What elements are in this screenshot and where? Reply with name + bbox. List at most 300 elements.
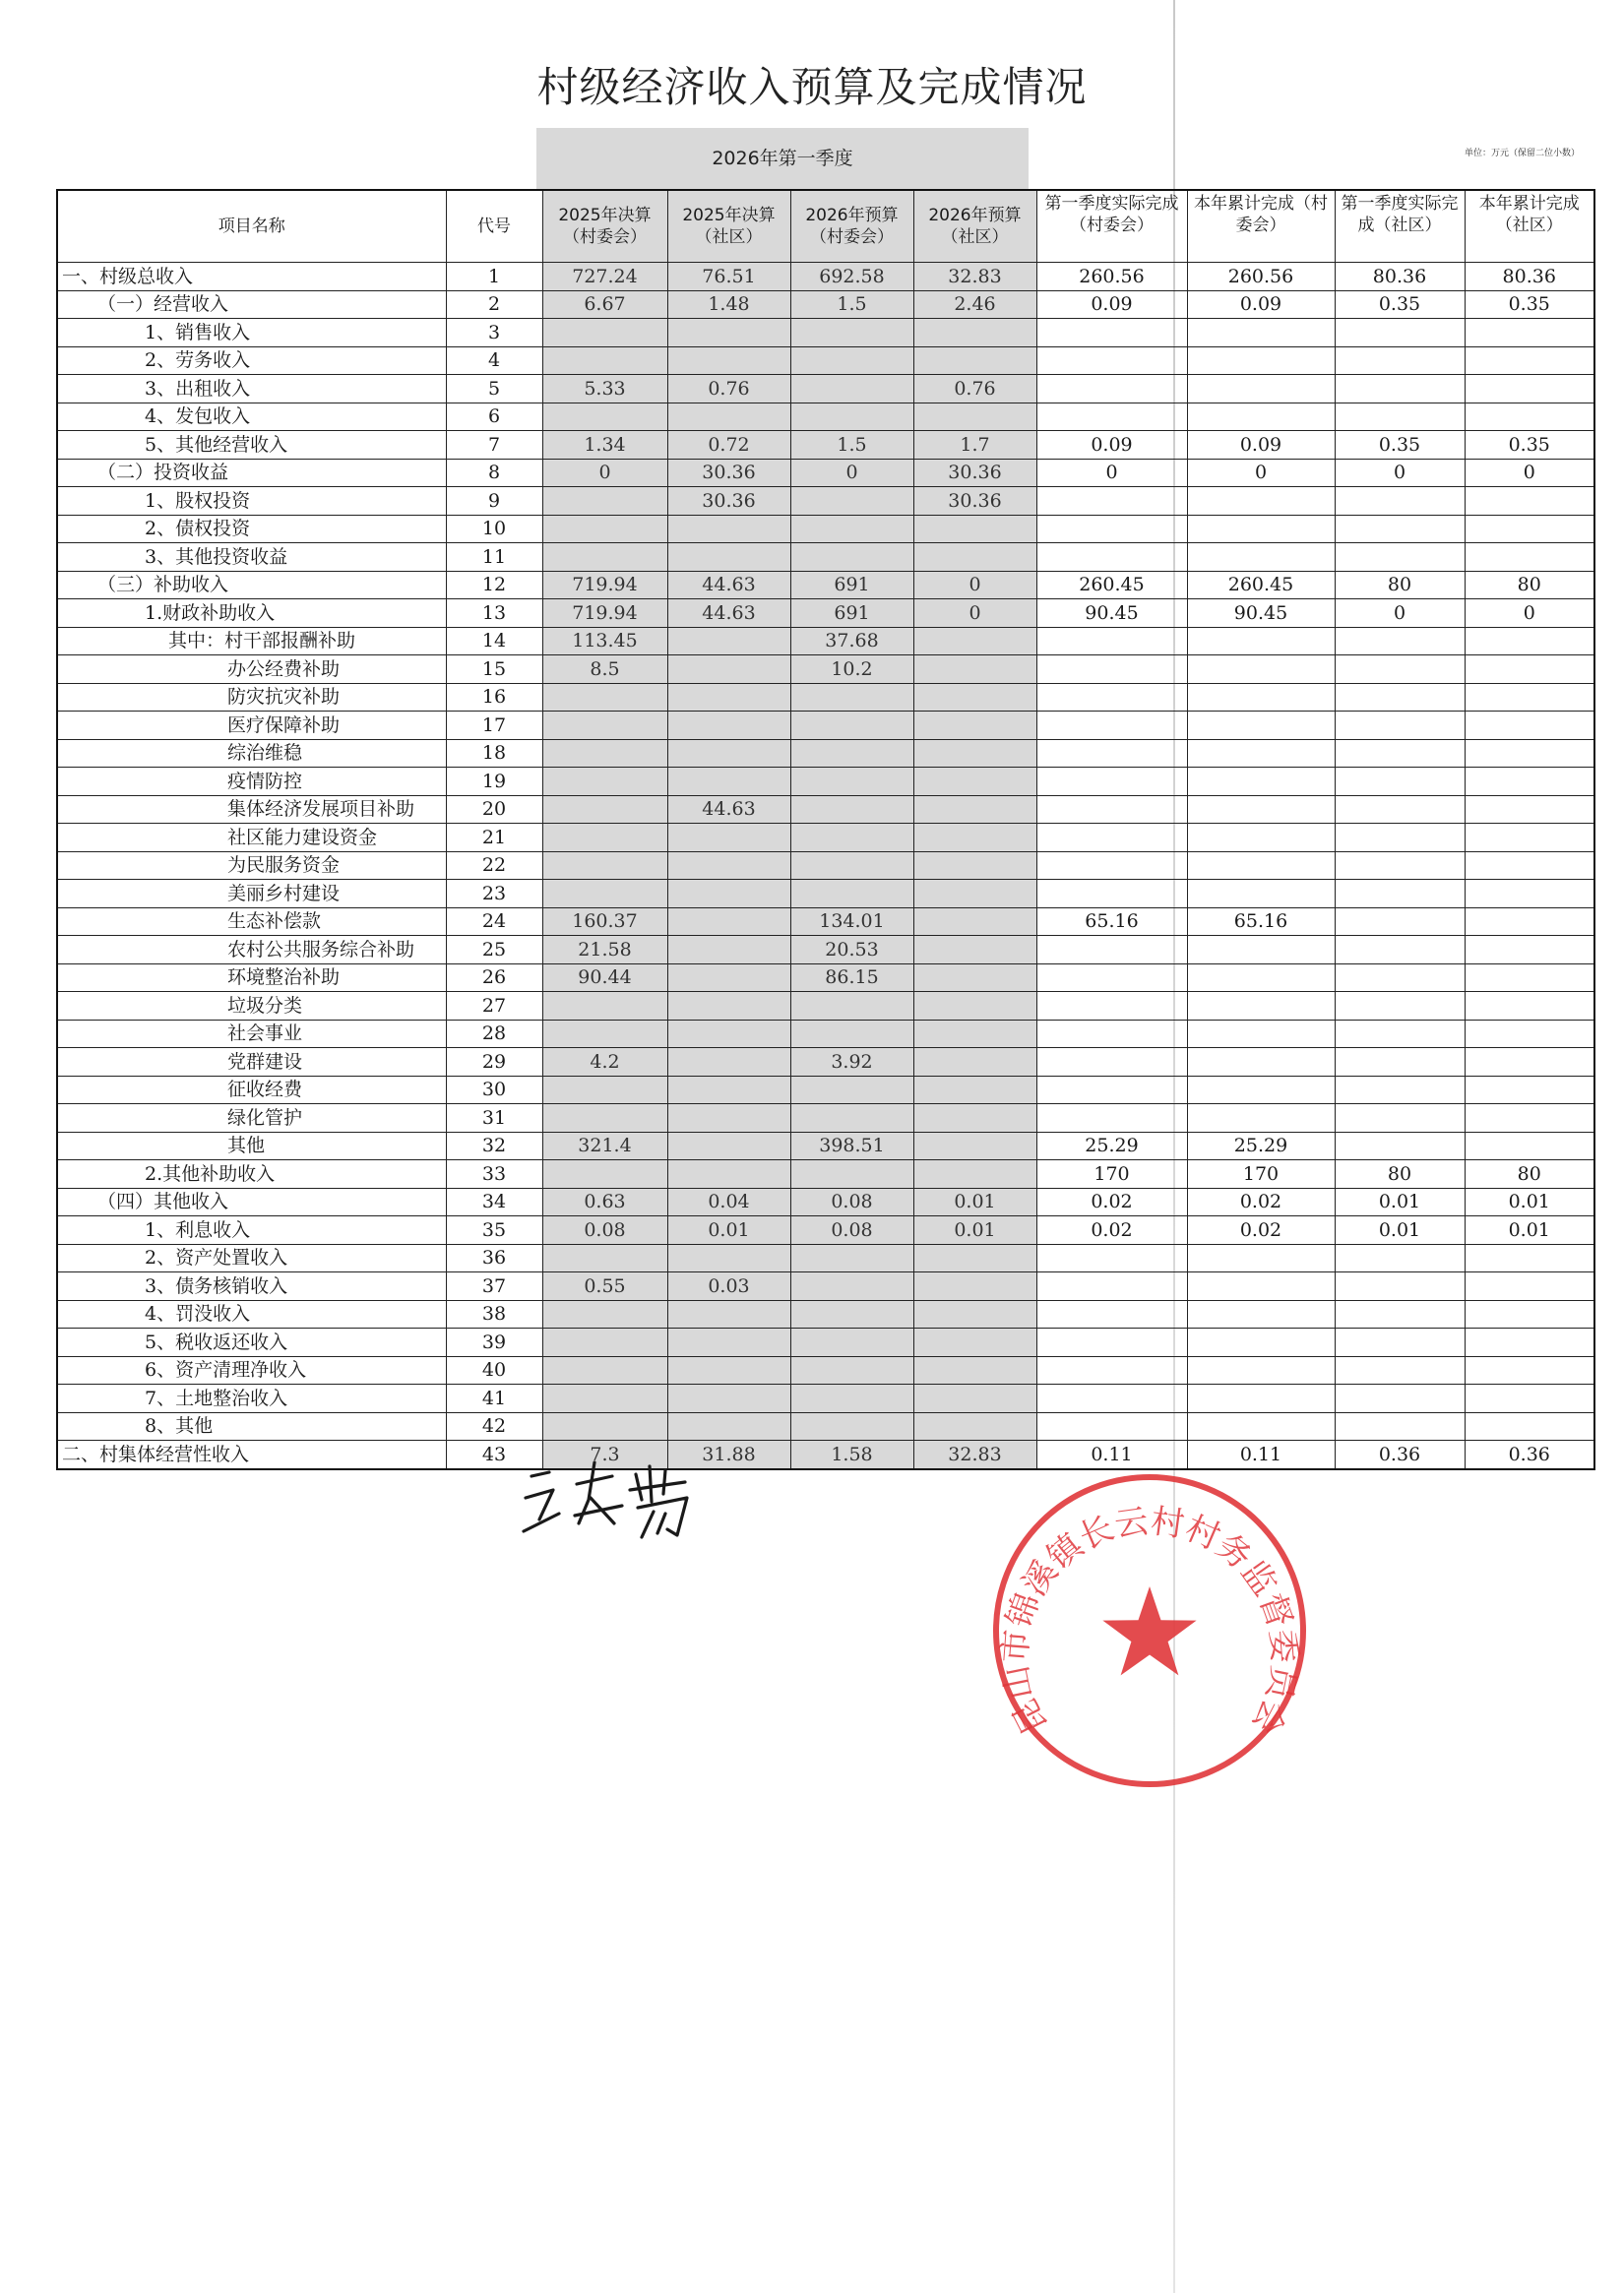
row-value-col3: 1.58 — [790, 1441, 913, 1469]
row-code: 18 — [446, 739, 542, 768]
row-value-col8: 80.36 — [1465, 263, 1594, 291]
row-code: 12 — [446, 571, 542, 599]
row-value-col1: 0.55 — [542, 1272, 667, 1301]
row-value-col3 — [790, 1412, 913, 1441]
row-value-col6: 170 — [1187, 1160, 1335, 1189]
row-value-col3: 1.5 — [790, 431, 913, 460]
table-row — [57, 768, 1594, 796]
row-code: 32 — [446, 1132, 542, 1160]
row-value-col5 — [1036, 543, 1187, 572]
row-value-col4 — [913, 907, 1036, 936]
row-value-col1 — [542, 515, 667, 543]
row-item-name: 生态补偿款 — [57, 907, 446, 936]
row-value-col3: 37.68 — [790, 627, 913, 655]
row-value-col6 — [1187, 1244, 1335, 1272]
row-value-col7 — [1335, 1076, 1465, 1104]
row-value-col8: 0 — [1465, 459, 1594, 487]
row-value-col1 — [542, 712, 667, 740]
row-value-col4: 0.76 — [913, 375, 1036, 403]
row-value-col4 — [913, 1356, 1036, 1385]
table-row — [57, 1244, 1594, 1272]
row-value-col4 — [913, 1048, 1036, 1077]
row-value-col6 — [1187, 655, 1335, 684]
header-2025-final-community: 2025年决算（社区） — [667, 190, 790, 263]
row-value-col2: 0.04 — [667, 1188, 790, 1216]
row-item-name: 美丽乡村建设 — [57, 880, 446, 908]
table-row — [57, 459, 1594, 487]
row-value-col3: 86.15 — [790, 963, 913, 992]
row-value-col7 — [1335, 375, 1465, 403]
row-value-col6: 0.02 — [1187, 1188, 1335, 1216]
row-value-col1 — [542, 1076, 667, 1104]
row-item-name: 其他 — [57, 1132, 446, 1160]
row-value-col1: 719.94 — [542, 599, 667, 628]
row-value-col8 — [1465, 319, 1594, 347]
row-value-col6 — [1187, 487, 1335, 516]
table-row — [57, 627, 1594, 655]
period-label: 2026年第一季度 — [712, 148, 853, 169]
row-value-col8 — [1465, 1356, 1594, 1385]
table-row — [57, 346, 1594, 375]
row-value-col4: 32.83 — [913, 1441, 1036, 1469]
row-code: 6 — [446, 403, 542, 431]
row-value-col7 — [1335, 627, 1465, 655]
row-value-col8 — [1465, 768, 1594, 796]
row-value-col4 — [913, 543, 1036, 572]
row-code: 34 — [446, 1188, 542, 1216]
row-code: 5 — [446, 375, 542, 403]
row-value-col6: 0.11 — [1187, 1441, 1335, 1469]
row-value-col6: 25.29 — [1187, 1132, 1335, 1160]
page-title: 村级经济收入预算及完成情况 — [536, 63, 1088, 111]
row-value-col4 — [913, 1244, 1036, 1272]
row-value-col2: 76.51 — [667, 263, 790, 291]
row-value-col5 — [1036, 319, 1187, 347]
row-value-col8: 0 — [1465, 599, 1594, 628]
row-value-col7 — [1335, 768, 1465, 796]
row-item-name: 3、债务核销收入 — [57, 1272, 446, 1301]
row-value-col5 — [1036, 1300, 1187, 1329]
row-value-col7 — [1335, 795, 1465, 824]
row-value-col2: 44.63 — [667, 599, 790, 628]
row-code: 39 — [446, 1329, 542, 1357]
table-body — [57, 263, 1594, 1469]
row-value-col3 — [790, 1160, 913, 1189]
row-value-col8: 0.35 — [1465, 431, 1594, 460]
row-value-col6: 260.56 — [1187, 263, 1335, 291]
row-value-col4 — [913, 403, 1036, 431]
row-value-col6 — [1187, 543, 1335, 572]
row-value-col3: 691 — [790, 571, 913, 599]
row-value-col2 — [667, 963, 790, 992]
row-value-col3: 398.51 — [790, 1132, 913, 1160]
row-value-col4: 30.36 — [913, 459, 1036, 487]
row-value-col2: 31.88 — [667, 1441, 790, 1469]
table-row — [57, 1385, 1594, 1413]
row-value-col3: 0.08 — [790, 1216, 913, 1245]
row-value-col4 — [913, 768, 1036, 796]
row-value-col7: 0.35 — [1335, 431, 1465, 460]
row-value-col7 — [1335, 487, 1465, 516]
row-value-col8 — [1465, 403, 1594, 431]
row-value-col8 — [1465, 515, 1594, 543]
table-row — [57, 375, 1594, 403]
row-value-col8: 80 — [1465, 1160, 1594, 1189]
row-value-col2 — [667, 1160, 790, 1189]
table-row — [57, 795, 1594, 824]
table-row — [57, 1188, 1594, 1216]
table-row — [57, 1104, 1594, 1133]
row-item-name: 1、利息收入 — [57, 1216, 446, 1245]
row-value-col5: 0 — [1036, 459, 1187, 487]
row-value-col8 — [1465, 1272, 1594, 1301]
row-item-name: 1、股权投资 — [57, 487, 446, 516]
row-item-name: 2、资产处置收入 — [57, 1244, 446, 1272]
row-item-name: 3、其他投资收益 — [57, 543, 446, 572]
row-value-col8 — [1465, 824, 1594, 852]
row-value-col7: 0.01 — [1335, 1188, 1465, 1216]
seal-text: 昆山市锦溪镇长云村村务监督委员会 — [995, 1501, 1304, 1741]
row-value-col6 — [1187, 739, 1335, 768]
row-value-col4 — [913, 851, 1036, 880]
row-value-col2: 1.48 — [667, 290, 790, 319]
row-value-col6 — [1187, 851, 1335, 880]
row-code: 17 — [446, 712, 542, 740]
row-value-col6 — [1187, 375, 1335, 403]
row-value-col2 — [667, 1132, 790, 1160]
table-row — [57, 1160, 1594, 1189]
row-value-col8 — [1465, 1412, 1594, 1441]
row-value-col1: 1.34 — [542, 431, 667, 460]
row-value-col5 — [1036, 1329, 1187, 1357]
row-value-col3 — [790, 768, 913, 796]
row-value-col1: 0.08 — [542, 1216, 667, 1245]
row-value-col7: 0 — [1335, 599, 1465, 628]
row-code: 42 — [446, 1412, 542, 1441]
row-value-col8 — [1465, 851, 1594, 880]
row-value-col7 — [1335, 824, 1465, 852]
row-value-col2 — [667, 880, 790, 908]
table-row — [57, 683, 1594, 712]
row-code: 31 — [446, 1104, 542, 1133]
row-item-name: 农村公共服务综合补助 — [57, 936, 446, 964]
row-code: 13 — [446, 599, 542, 628]
row-code: 4 — [446, 346, 542, 375]
row-value-col3: 10.2 — [790, 655, 913, 684]
row-value-col3 — [790, 1385, 913, 1413]
row-value-col8 — [1465, 683, 1594, 712]
row-value-col4 — [913, 1272, 1036, 1301]
row-value-col2 — [667, 712, 790, 740]
row-value-col5 — [1036, 403, 1187, 431]
row-code: 23 — [446, 880, 542, 908]
header-name: 项目名称 — [57, 190, 446, 263]
row-value-col7 — [1335, 739, 1465, 768]
row-value-col8: 80 — [1465, 571, 1594, 599]
row-item-name: 2.其他补助收入 — [57, 1160, 446, 1189]
row-value-col8 — [1465, 346, 1594, 375]
row-value-col1 — [542, 683, 667, 712]
row-value-col5 — [1036, 655, 1187, 684]
row-value-col3 — [790, 1329, 913, 1357]
table-row — [57, 880, 1594, 908]
row-value-col2 — [667, 1020, 790, 1048]
row-item-name: 环境整治补助 — [57, 963, 446, 992]
row-item-name: 二、村集体经营性收入 — [57, 1441, 446, 1469]
row-value-col8 — [1465, 655, 1594, 684]
row-code: 16 — [446, 683, 542, 712]
row-value-col5 — [1036, 1272, 1187, 1301]
row-value-col5 — [1036, 963, 1187, 992]
row-value-col3 — [790, 515, 913, 543]
row-code: 36 — [446, 1244, 542, 1272]
table-row — [57, 599, 1594, 628]
row-value-col6: 0.09 — [1187, 290, 1335, 319]
row-code: 43 — [446, 1441, 542, 1469]
table-row — [57, 1020, 1594, 1048]
row-value-col3 — [790, 543, 913, 572]
row-value-col5 — [1036, 1104, 1187, 1133]
row-value-col2: 30.36 — [667, 459, 790, 487]
row-item-name: 2、债权投资 — [57, 515, 446, 543]
row-value-col8: 0.01 — [1465, 1188, 1594, 1216]
row-value-col1: 21.58 — [542, 936, 667, 964]
row-code: 25 — [446, 936, 542, 964]
row-value-col4: 0.01 — [913, 1216, 1036, 1245]
table-row — [57, 1272, 1594, 1301]
row-code: 41 — [446, 1385, 542, 1413]
row-code: 20 — [446, 795, 542, 824]
header-ytd-village: 本年累计完成（村委会） — [1187, 190, 1335, 263]
row-value-col8 — [1465, 1244, 1594, 1272]
row-value-col7: 0 — [1335, 459, 1465, 487]
table-row — [57, 1300, 1594, 1329]
row-value-col6: 0.09 — [1187, 431, 1335, 460]
handwritten-signature — [520, 1455, 707, 1543]
row-code: 21 — [446, 824, 542, 852]
row-value-col4 — [913, 963, 1036, 992]
row-value-col5 — [1036, 739, 1187, 768]
table-row — [57, 712, 1594, 740]
row-value-col2 — [667, 1412, 790, 1441]
row-value-col6 — [1187, 627, 1335, 655]
row-value-col1: 719.94 — [542, 571, 667, 599]
row-value-col7 — [1335, 1048, 1465, 1077]
row-value-col7 — [1335, 1329, 1465, 1357]
row-value-col1 — [542, 1104, 667, 1133]
row-code: 28 — [446, 1020, 542, 1048]
row-item-name: 3、出租收入 — [57, 375, 446, 403]
row-value-col5 — [1036, 346, 1187, 375]
row-value-col2 — [667, 346, 790, 375]
official-seal — [987, 1468, 1312, 1793]
row-value-col7 — [1335, 1244, 1465, 1272]
row-item-name: 征收经费 — [57, 1076, 446, 1104]
table-row — [57, 487, 1594, 516]
row-value-col3 — [790, 1076, 913, 1104]
row-code: 19 — [446, 768, 542, 796]
table-row — [57, 1048, 1594, 1077]
row-value-col2 — [667, 319, 790, 347]
row-value-col3 — [790, 1104, 913, 1133]
row-value-col5: 260.56 — [1036, 263, 1187, 291]
row-value-col3: 20.53 — [790, 936, 913, 964]
row-value-col7: 80 — [1335, 1160, 1465, 1189]
row-value-col3 — [790, 880, 913, 908]
table-row — [57, 655, 1594, 684]
row-value-col7 — [1335, 1104, 1465, 1133]
row-value-col1 — [542, 1020, 667, 1048]
row-item-name: 社会事业 — [57, 1020, 446, 1048]
row-value-col5: 90.45 — [1036, 599, 1187, 628]
row-value-col6 — [1187, 1385, 1335, 1413]
row-value-col2 — [667, 936, 790, 964]
header-q1-actual-village: 第一季度实际完成（村委会） — [1036, 190, 1187, 263]
row-value-col2 — [667, 515, 790, 543]
row-value-col4 — [913, 1412, 1036, 1441]
row-value-col1 — [542, 851, 667, 880]
row-value-col5: 0.09 — [1036, 290, 1187, 319]
row-value-col6 — [1187, 346, 1335, 375]
row-value-col4 — [913, 319, 1036, 347]
row-value-col4 — [913, 824, 1036, 852]
table-row — [57, 290, 1594, 319]
row-item-name: 2、劳务收入 — [57, 346, 446, 375]
row-code: 1 — [446, 263, 542, 291]
row-value-col2 — [667, 1244, 790, 1272]
row-value-col7 — [1335, 880, 1465, 908]
row-value-col4 — [913, 936, 1036, 964]
row-value-col2 — [667, 1329, 790, 1357]
row-value-col5 — [1036, 375, 1187, 403]
row-value-col7 — [1335, 1272, 1465, 1301]
row-value-col1 — [542, 739, 667, 768]
row-value-col8 — [1465, 487, 1594, 516]
income-table — [56, 189, 1595, 1470]
row-item-name: 一、村级总收入 — [57, 263, 446, 291]
row-value-col3 — [790, 403, 913, 431]
table-row — [57, 1441, 1594, 1469]
row-value-col5: 0.09 — [1036, 431, 1187, 460]
row-value-col3 — [790, 683, 913, 712]
row-value-col1: 321.4 — [542, 1132, 667, 1160]
row-code: 10 — [446, 515, 542, 543]
row-value-col2: 30.36 — [667, 487, 790, 516]
row-value-col6: 0 — [1187, 459, 1335, 487]
row-value-col6 — [1187, 1329, 1335, 1357]
row-value-col6 — [1187, 712, 1335, 740]
table-row — [57, 907, 1594, 936]
row-value-col8 — [1465, 1385, 1594, 1413]
table-row — [57, 515, 1594, 543]
row-value-col1: 5.33 — [542, 375, 667, 403]
row-value-col7 — [1335, 1132, 1465, 1160]
row-value-col5 — [1036, 683, 1187, 712]
row-item-name: 防灾抗灾补助 — [57, 683, 446, 712]
row-value-col6: 65.16 — [1187, 907, 1335, 936]
row-value-col1 — [542, 795, 667, 824]
row-value-col1 — [542, 880, 667, 908]
row-value-col8 — [1465, 936, 1594, 964]
row-value-col8 — [1465, 375, 1594, 403]
row-item-name: 其中：村干部报酬补助 — [57, 627, 446, 655]
row-value-col5 — [1036, 487, 1187, 516]
row-value-col4: 32.83 — [913, 263, 1036, 291]
table-row — [57, 431, 1594, 460]
row-value-col1 — [542, 487, 667, 516]
row-value-col1: 160.37 — [542, 907, 667, 936]
row-value-col5 — [1036, 712, 1187, 740]
row-code: 37 — [446, 1272, 542, 1301]
row-value-col1 — [542, 1412, 667, 1441]
row-item-name: 医疗保障补助 — [57, 712, 446, 740]
row-value-col3 — [790, 319, 913, 347]
row-item-name: 4、罚没收入 — [57, 1300, 446, 1329]
row-value-col1 — [542, 319, 667, 347]
row-value-col4 — [913, 683, 1036, 712]
row-value-col3 — [790, 739, 913, 768]
row-value-col2 — [667, 1076, 790, 1104]
row-value-col7 — [1335, 1385, 1465, 1413]
row-value-col1 — [542, 992, 667, 1021]
row-value-col2 — [667, 1104, 790, 1133]
row-value-col7: 80 — [1335, 571, 1465, 599]
row-value-col6 — [1187, 1300, 1335, 1329]
row-value-col4 — [913, 992, 1036, 1021]
table-row — [57, 1356, 1594, 1385]
row-value-col6 — [1187, 1076, 1335, 1104]
row-value-col1: 727.24 — [542, 263, 667, 291]
row-value-col2: 0.03 — [667, 1272, 790, 1301]
row-value-col2 — [667, 824, 790, 852]
row-value-col8 — [1465, 543, 1594, 572]
row-code: 15 — [446, 655, 542, 684]
row-value-col2: 0.01 — [667, 1216, 790, 1245]
row-value-col4: 0 — [913, 571, 1036, 599]
row-value-col3 — [790, 487, 913, 516]
row-item-name: （三）补助收入 — [57, 571, 446, 599]
row-value-col6 — [1187, 1356, 1335, 1385]
row-value-col7 — [1335, 907, 1465, 936]
row-item-name: 垃圾分类 — [57, 992, 446, 1021]
row-value-col8 — [1465, 712, 1594, 740]
row-value-col5 — [1036, 880, 1187, 908]
row-value-col7 — [1335, 1300, 1465, 1329]
row-value-col5: 0.11 — [1036, 1441, 1187, 1469]
row-value-col4 — [913, 1104, 1036, 1133]
table-row — [57, 992, 1594, 1021]
header-q1-actual-community: 第一季度实际完成（社区） — [1335, 190, 1465, 263]
row-value-col3 — [790, 346, 913, 375]
row-value-col4 — [913, 1300, 1036, 1329]
row-value-col3 — [790, 1244, 913, 1272]
row-code: 2 — [446, 290, 542, 319]
row-value-col7 — [1335, 1356, 1465, 1385]
row-code: 38 — [446, 1300, 542, 1329]
row-value-col1 — [542, 1385, 667, 1413]
row-value-col2 — [667, 1356, 790, 1385]
row-value-col6 — [1187, 1048, 1335, 1077]
row-value-col4 — [913, 1020, 1036, 1048]
row-value-col5: 0.02 — [1036, 1216, 1187, 1245]
row-value-col6: 0.02 — [1187, 1216, 1335, 1245]
row-value-col2 — [667, 1300, 790, 1329]
row-value-col6 — [1187, 1020, 1335, 1048]
row-value-col4 — [913, 1329, 1036, 1357]
row-value-col8 — [1465, 795, 1594, 824]
row-value-col5: 260.45 — [1036, 571, 1187, 599]
row-value-col5 — [1036, 824, 1187, 852]
